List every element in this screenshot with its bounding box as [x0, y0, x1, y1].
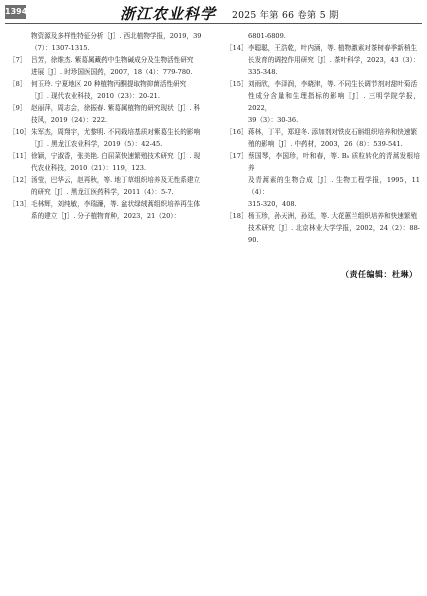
reference-item [9, 150, 203, 174]
page-number: 1394 [5, 5, 26, 19]
reference-continuation: 6801-6809. [248, 32, 286, 40]
reference-item [226, 42, 420, 78]
journal-title: 浙江农业科学 [120, 5, 217, 23]
reference-number: ［12］ [9, 176, 31, 184]
reference-number: ［9］ [9, 104, 27, 112]
reference-item [9, 102, 203, 126]
reference-item [226, 210, 420, 246]
reference-text: 朱军杰，周翔宇，尤黎明. 不同栽培基质对紫葛生长的影响 ［J］. 黑龙江农业科学，2019（5）：42-45. [31, 128, 201, 148]
page-header [0, 0, 427, 24]
reference-text: 赵丽萍，周志会，徐振春. 紫葛属植物的研究现状［J］. 科 技风，2019（24）：222. [31, 104, 201, 124]
reference-item [9, 198, 203, 222]
reference-text: 刘雨欣，李泽润，李晓津，等. 不同生长调节剂对甜叶菊活 性成分含量和生理指标的影响［J］. 三明学院学报，2022， 39（3）：30-36. [248, 80, 420, 124]
left-column [9, 30, 203, 222]
right-column [226, 30, 420, 246]
reference-item [9, 78, 203, 102]
editor-note: （责任编辑：杜琳） [341, 270, 418, 279]
reference-item [226, 78, 420, 126]
reference-text: 蒋林，丁平，郑迎冬. 添加剂对铁皮石斛组织培养和快速繁 殖的影响［J］. 中药材，2003，26（8）：539-541. [248, 128, 418, 148]
reference-number: ［7］ [9, 56, 27, 64]
reference-text: 汤莹，巴华云，赵再秋，等. 地丁草组织培养及无性系建立 的研究［J］. 黑龙江医药科学，2011（4）：5-7. [31, 176, 201, 196]
reference-number: ［15］ [226, 80, 248, 88]
reference-number: ［17］ [226, 152, 248, 160]
reference-number: ［10］ [9, 128, 31, 136]
reference-text: 何玉玲. 宁夏地区 20 种植物丙酮提取物抑菌活性研究 ［J］. 现代农业科技，2010（23）：20-21. [31, 80, 187, 100]
reference-item [226, 150, 420, 210]
reference-number: ［11］ [9, 152, 31, 160]
reference-number: ［16］ [226, 128, 248, 136]
reference-item [9, 126, 203, 150]
header-rule [5, 23, 422, 24]
reference-text: 毛林辉，刘纯敏，李瑞濂，等. 盆状绿绒蒿组织培养再生体 系的建立［J］. 分子植物育种，2023，21（20）： [31, 200, 201, 220]
reference-text: 蔡国琴，李国珍，叶和春，等. B₅ 质粒转化的青蒿发根培养 及青蒿素的生物合成［J］. 生物工程学报，1995，11（4）： 315-320，408. [248, 152, 420, 208]
reference-number: ［13］ [9, 200, 31, 208]
reference-number: ［14］ [226, 44, 248, 52]
issue-info: 2025 年第 66 卷第 5 期 [232, 10, 339, 21]
reference-number: ［8］ [9, 80, 27, 88]
reference-continuation: 物资源及多样性特征分析［J］. 西北植物学报，2019，39 （7）：1307-1315. [31, 32, 202, 52]
reference-text: 徐颖，宁淑香，张美艳. 白屈菜快速繁殖技术研究［J］. 现 代农业科技，2010（21）：119，123. [31, 152, 201, 172]
reference-item [9, 54, 203, 78]
reference-text: 吕芳，徐维杰. 紫葛属藏药中生物碱成分及生物活性研究 进展［J］. 时珍国医国药，2007，18（4）：779-780. [31, 56, 194, 76]
reference-number: ［18］ [226, 212, 248, 220]
reference-item [9, 174, 203, 198]
reference-text: 杨玉珍，孙天洲，孙廷，等. 大花蕙兰组织培养和快速繁殖 技术研究［J］. 北京林业大学学报，2002，24（2）：88-90. [248, 212, 420, 244]
reference-item [226, 126, 420, 150]
reference-text: 李聪聪，王浩乾，叶内涵，等. 植物激素对茶树春季新梢生 长发育的调控作用研究［J］. 茶叶科学，2023，43（3）： 335-348. [248, 44, 420, 76]
